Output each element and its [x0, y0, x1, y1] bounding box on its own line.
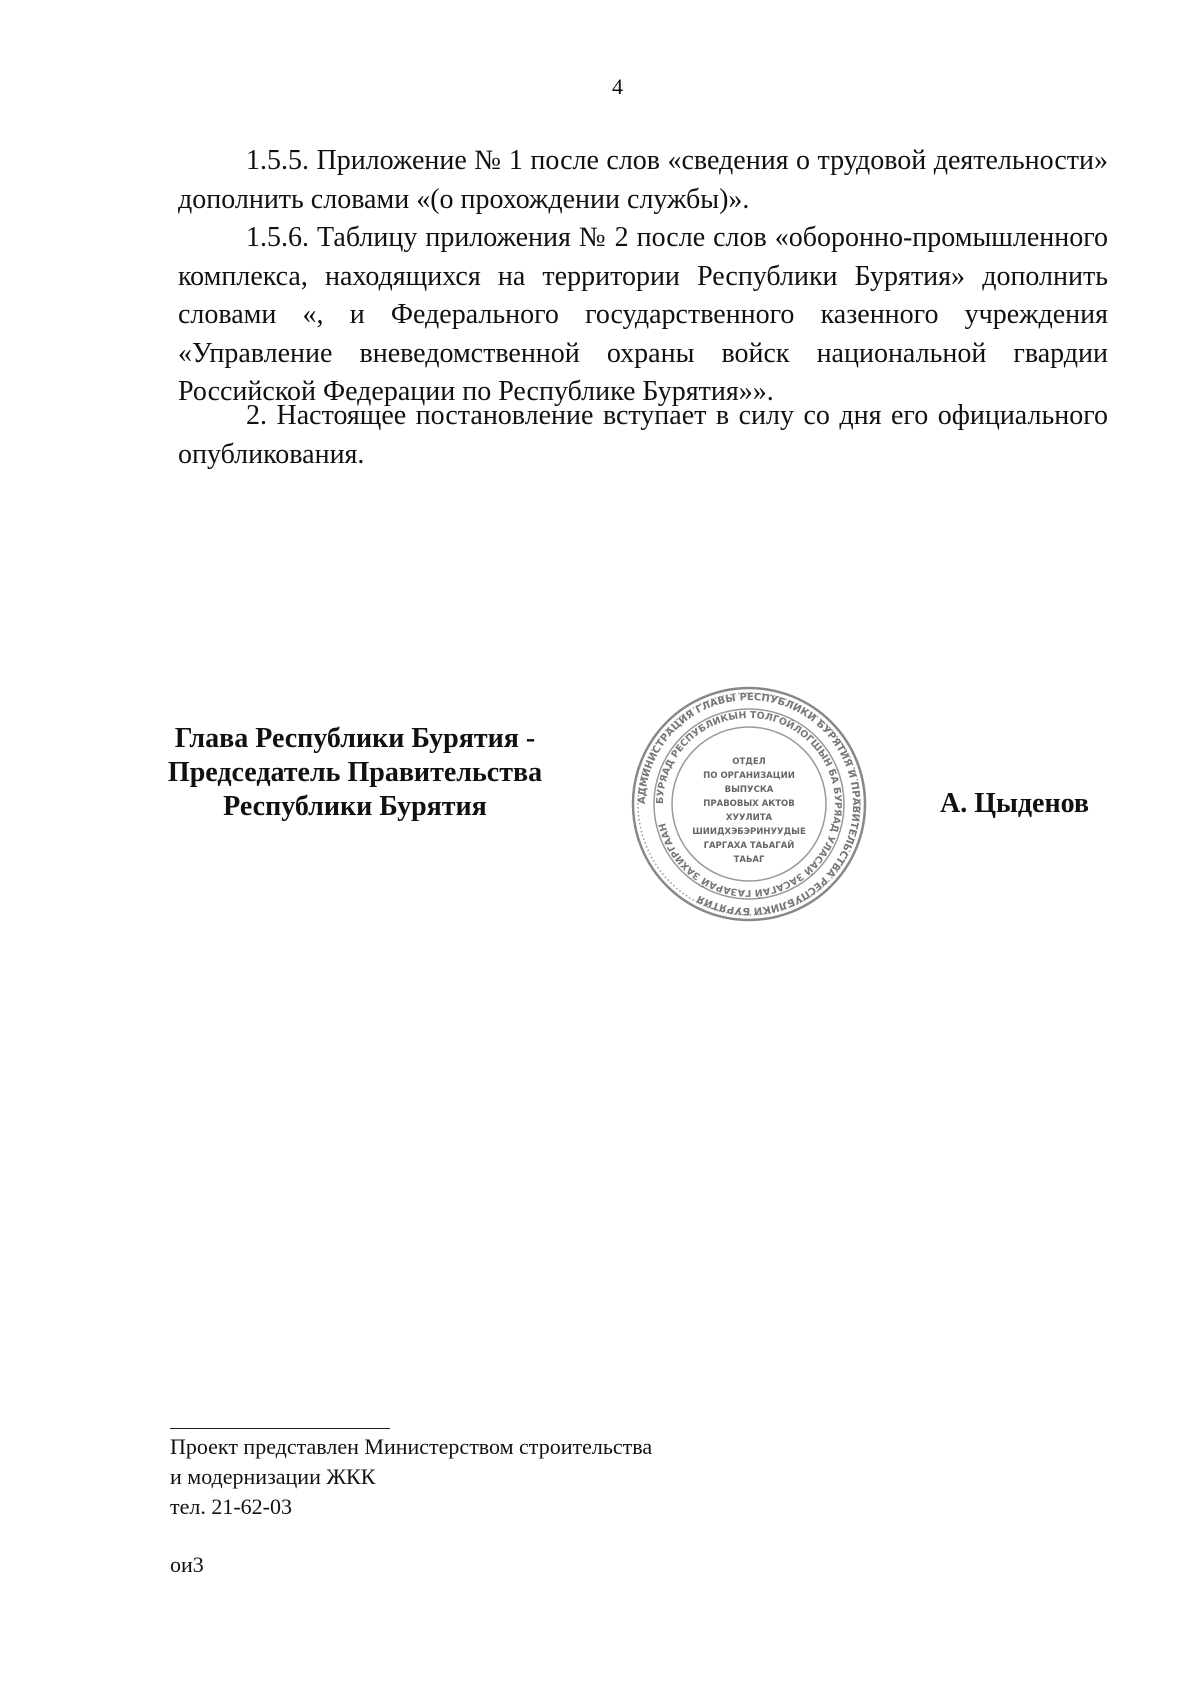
signatory-name: А. Цыденов — [940, 788, 1090, 819]
footnote — [170, 1432, 652, 1522]
amendment-paragraphs — [178, 142, 1108, 412]
seal-center-line-3: ВЫПУСКА — [724, 785, 774, 795]
page-number: 4 — [612, 74, 623, 99]
paragraph-1-5-5: 1.5.5. Приложение № 1 после слов «сведения о трудовой деятельности» дополнить словами «(о прохождении службы)». — [178, 145, 1108, 215]
seal-center-line-4: ПРАВОВЫХ АКТОВ — [703, 799, 795, 809]
footnote-divider — [170, 1428, 390, 1429]
signatory-title-line-2: Председатель Правительства — [167, 757, 543, 788]
seal-center-line-5: ХУУЛИТА — [725, 813, 773, 823]
official-seal-stamp — [628, 686, 870, 922]
footnote-phone: тел. 21-62-03 — [170, 1494, 293, 1519]
signatory-title-line-1: Глава Республики Бурятия - — [174, 723, 536, 754]
seal-inner-ring-text: БУРЯАД РЕСПУБЛИКЫН ТОЛГОЙЛОГШЫН БА БУРЯАД УЛАСАЙ ЗАСАГАЙ ГАЗАРАЙ ЗАХИРГААН — [654, 709, 844, 899]
signatory-title — [150, 722, 560, 824]
effective-date-paragraph-block — [178, 397, 1108, 474]
seal-center-line-1: ОТДЕЛ — [732, 757, 766, 767]
seal-center-line-8: ТАЬАГ — [733, 855, 765, 865]
seal-center-line-7: ГАРГАХА ТАЬАГАЙ — [703, 841, 795, 851]
seal-outer-ring-text: АДМИНИСТРАЦИЯ ГЛАВЫ РЕСПУБЛИКИ БУРЯТИЯ И ПРАВИТЕЛЬСТВА РЕСПУБЛИКИ БУРЯТИЯ — [636, 691, 862, 917]
seal-center-line-6: ШИИДХЭБЭРИНУУДЫЕ — [692, 827, 806, 837]
paragraph-2: 2. Настоящее постановление вступает в силу со дня его официального опубликования. — [178, 400, 1108, 470]
footnote-line-2: и модернизации ЖКК — [170, 1464, 376, 1489]
footnote-line-1: Проект представлен Министерством строительства — [170, 1434, 653, 1459]
signatory-title-line-3: Республики Бурятия — [223, 791, 487, 822]
paragraph-1-5-6: 1.5.6. Таблицу приложения № 2 после слов «оборонно-промышленного комплекса, находящихся на территории Республики Бурятия» дополнить словами «, и Федерального государственного казенного учреждения «Управление вневедомственной охраны войск национальной гвардии Российской Федерации по Республике Бурятия»». — [178, 222, 1108, 407]
seal-center-line-2: ПО ОРГАНИЗАЦИИ — [703, 771, 795, 781]
document-code: ои3 — [170, 1552, 204, 1577]
